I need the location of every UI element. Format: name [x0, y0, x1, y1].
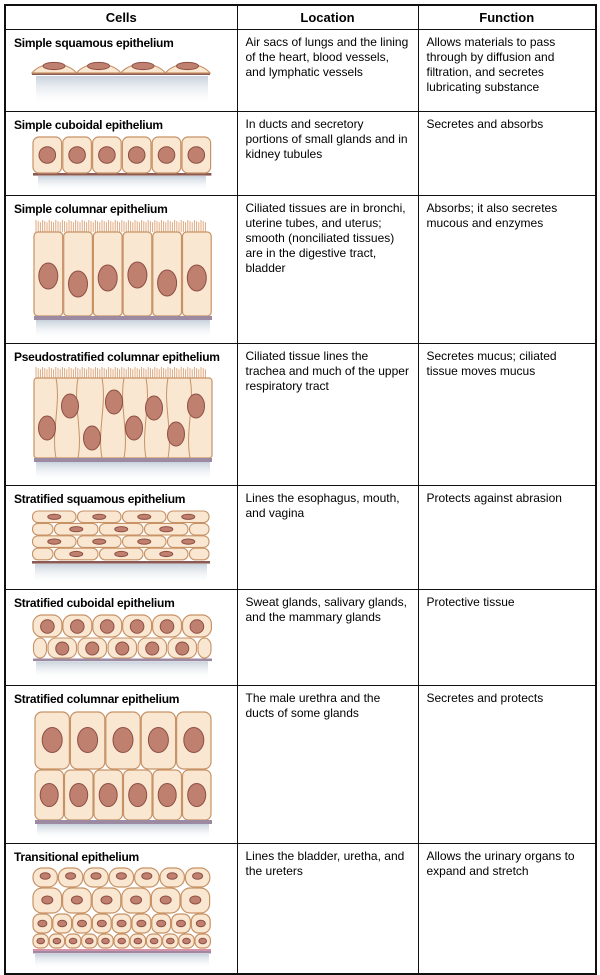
location-cell: In ducts and secretory portions of small glands and in kidney tubules [237, 111, 418, 195]
table-row [5, 485, 596, 589]
location-cell: Air sacs of lungs and the lining of the heart, blood vessels, and lymphatic vessels [237, 29, 418, 111]
tissue-name: Stratified squamous epithelium [14, 491, 186, 506]
function-cell: Secretes mucus; ciliated tissue moves mucus [418, 343, 596, 485]
column-header-location: Location [237, 5, 418, 29]
header-row [5, 5, 596, 29]
tissue-illustration [14, 134, 229, 192]
tissue-illustration [14, 366, 229, 482]
tissue-name: Stratified cuboidal epithelium [14, 595, 175, 610]
table-row [5, 589, 596, 685]
tissue-illustration [14, 866, 229, 970]
tissue-name: Simple cuboidal epithelium [14, 117, 163, 132]
column-header-function: Function [418, 5, 596, 29]
table-row [5, 685, 596, 843]
column-header-cells: Cells [5, 5, 237, 29]
epithelial-tissue-table [4, 4, 597, 975]
function-cell: Secretes and protects [418, 685, 596, 843]
location-cell: Ciliated tissues are in bronchi, uterine tubes, and uterus; smooth (nonciliated tissues) are in the digestive tract, bladder [237, 195, 418, 343]
location-cell: Sweat glands, salivary glands, and the mammary glands [237, 589, 418, 685]
location-cell: Lines the bladder, uretha, and the ureters [237, 843, 418, 974]
tissue-name: Transitional epithelium [14, 849, 139, 864]
tissue-illustration [14, 612, 229, 682]
tissue-name: Simple squamous epithelium [14, 35, 174, 50]
tissue-illustration [14, 708, 229, 840]
table-row [5, 195, 596, 343]
cells-cell [5, 589, 237, 685]
table-row [5, 111, 596, 195]
cells-cell [5, 485, 237, 589]
cells-cell [5, 195, 237, 343]
location-cell: Ciliated tissue lines the trachea and much of the upper respiratory tract [237, 343, 418, 485]
tissue-name: Stratified columnar epithelium [14, 691, 180, 706]
table-row [5, 343, 596, 485]
function-cell: Allows materials to pass through by diffusion and filtration, and secretes lubricating substance [418, 29, 596, 111]
location-cell: The male urethra and the ducts of some glands [237, 685, 418, 843]
location-cell: Lines the esophagus, mouth, and vagina [237, 485, 418, 589]
function-cell: Protective tissue [418, 589, 596, 685]
function-cell: Protects against abrasion [418, 485, 596, 589]
tissue-illustration [14, 52, 229, 108]
cells-cell [5, 843, 237, 974]
function-cell: Allows the urinary organs to expand and stretch [418, 843, 596, 974]
cells-cell [5, 29, 237, 111]
cells-cell [5, 685, 237, 843]
cells-cell [5, 111, 237, 195]
tissue-name: Simple columnar epithelium [14, 201, 168, 216]
function-cell: Absorbs; it also secretes mucous and enzymes [418, 195, 596, 343]
table-row [5, 29, 596, 111]
cells-cell [5, 343, 237, 485]
tissue-illustration [14, 218, 229, 340]
function-cell: Secretes and absorbs [418, 111, 596, 195]
table-row [5, 843, 596, 974]
tissue-name: Pseudostratified columnar epithelium [14, 349, 220, 364]
tissue-illustration [14, 508, 229, 586]
